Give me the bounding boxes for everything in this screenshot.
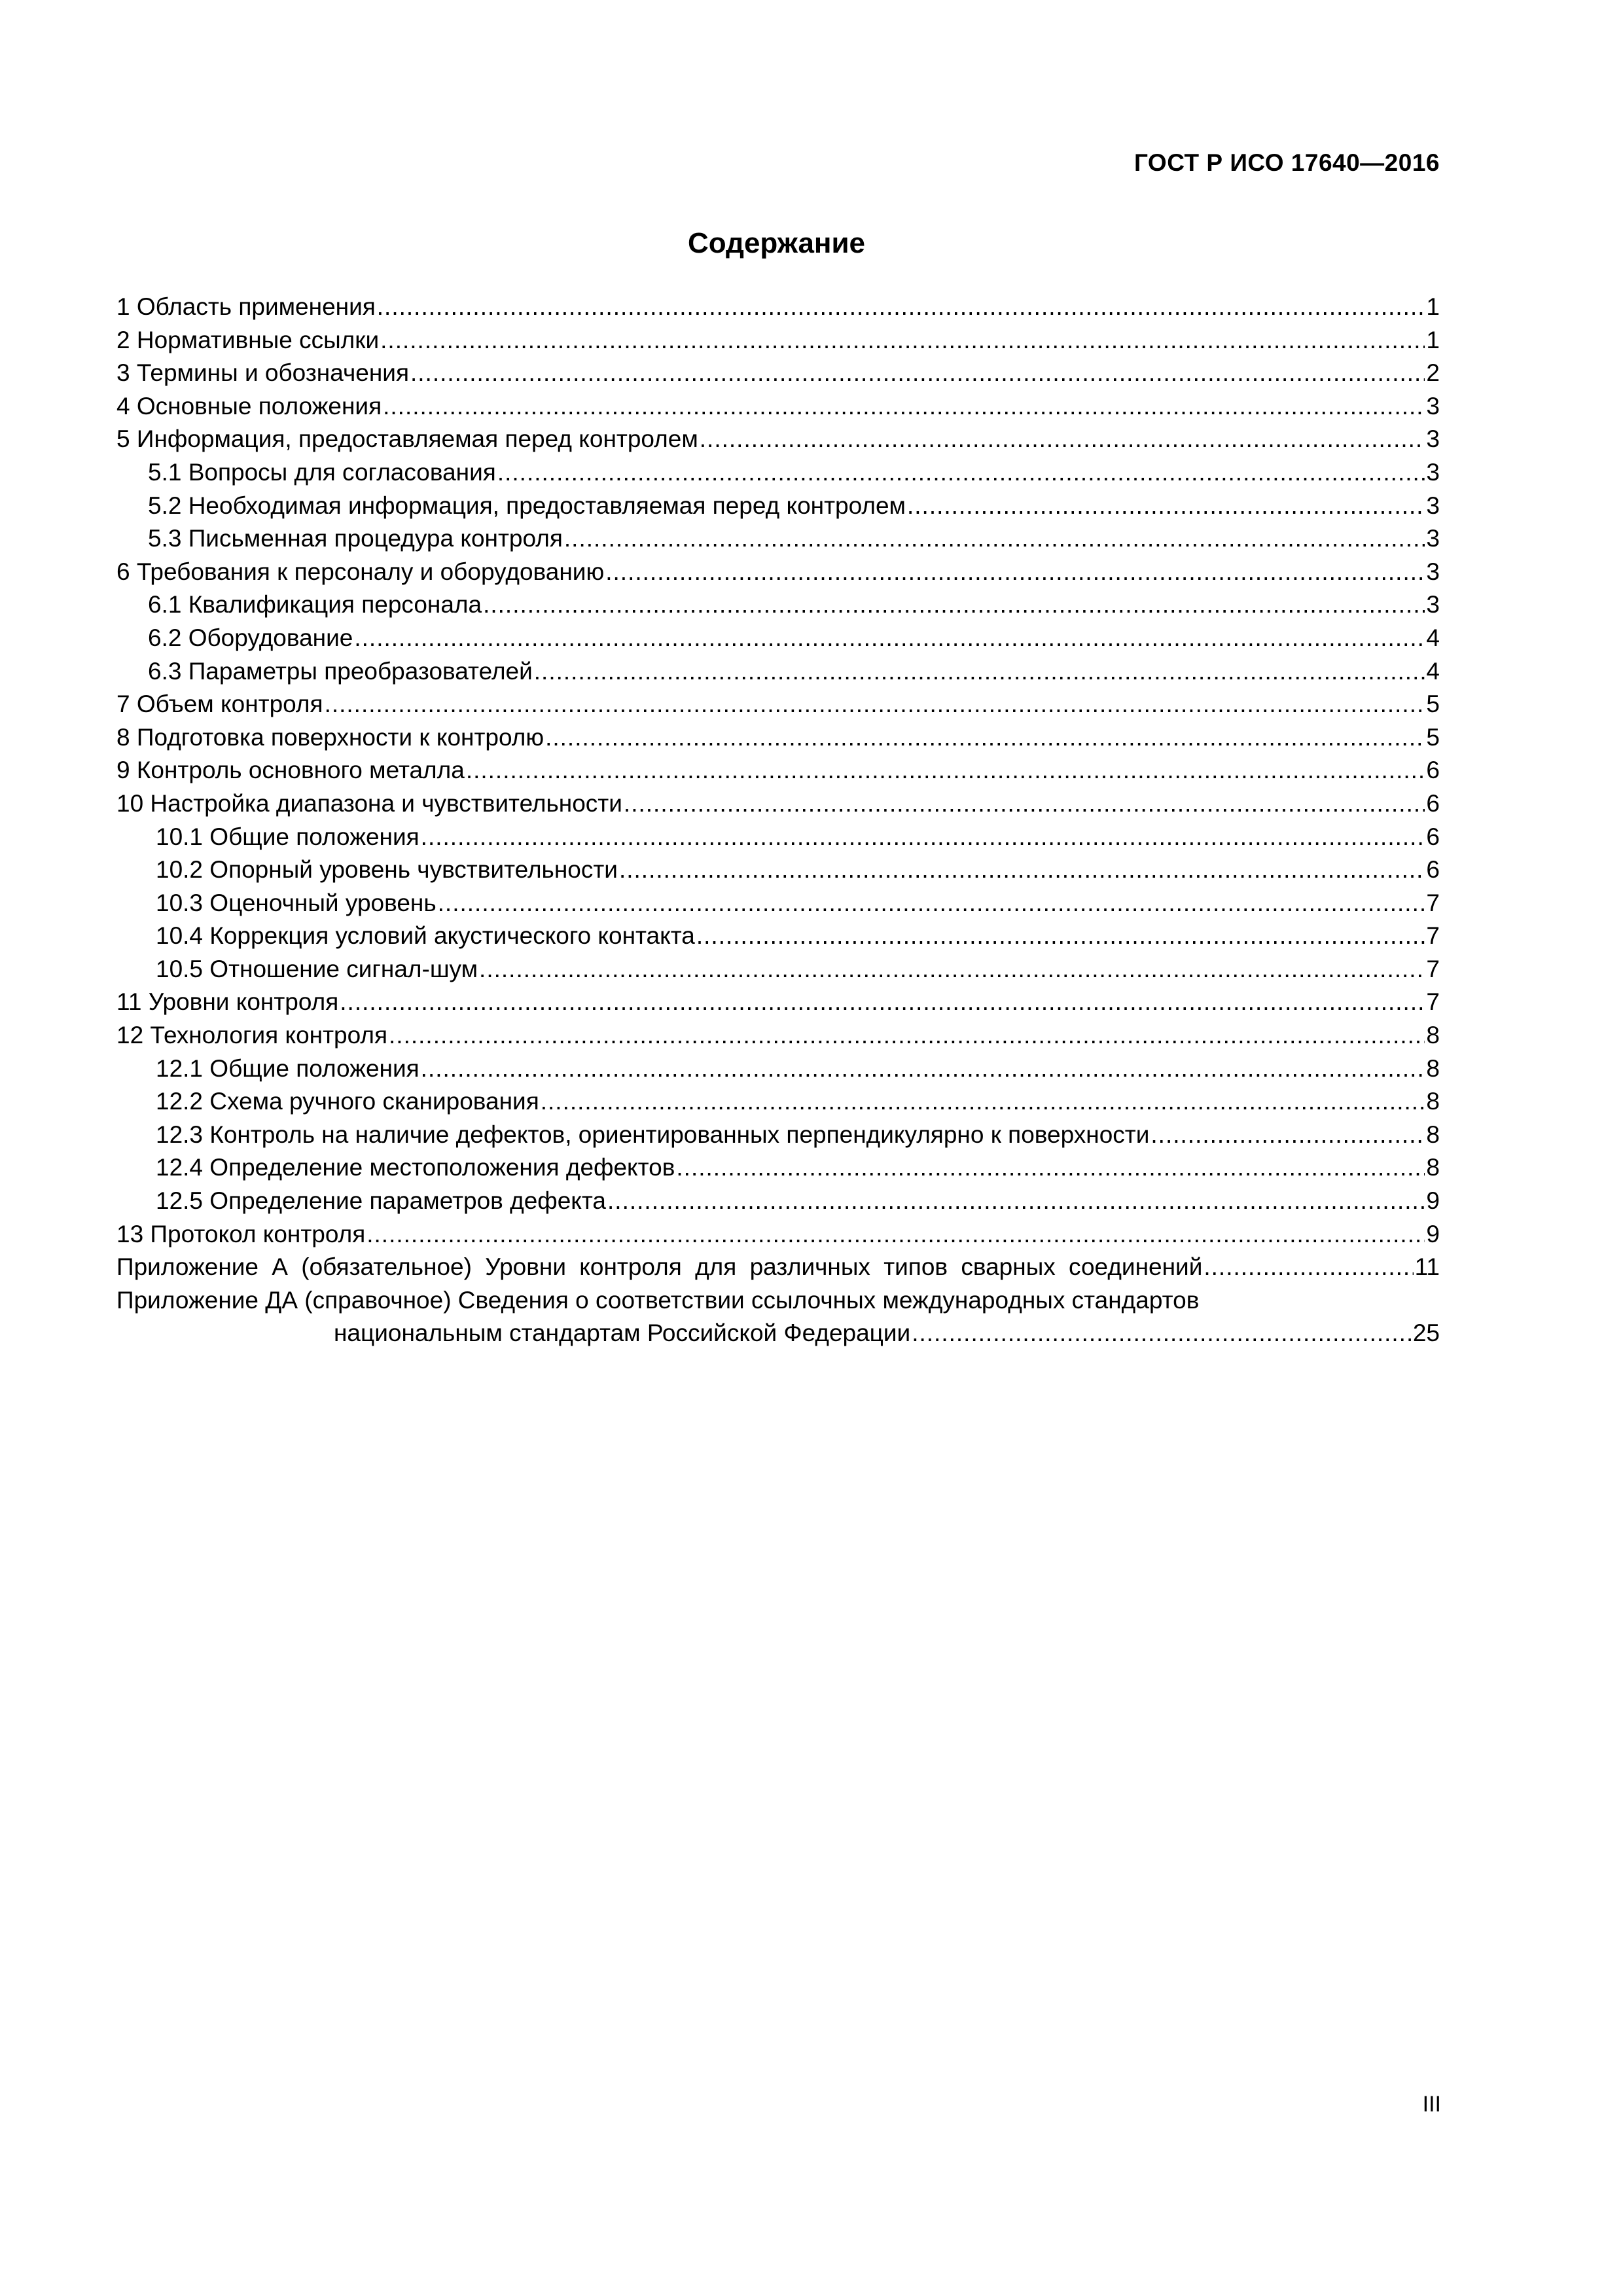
toc-subentry[interactable] xyxy=(116,922,1440,956)
toc-entry-page: 3 xyxy=(1426,525,1440,552)
toc-entry[interactable] xyxy=(116,1221,1440,1254)
toc-entry-label: 5.1 Вопросы для согласования xyxy=(148,458,496,486)
toc-entry-label: 10.1 Общие положения xyxy=(156,823,419,850)
toc-leader-dots xyxy=(545,724,1425,751)
toc-entry-page: 9 xyxy=(1426,1187,1440,1215)
toc-leader-dots xyxy=(421,823,1425,851)
toc-leader-dots xyxy=(497,459,1425,486)
toc-entry-page: 7 xyxy=(1426,922,1440,950)
toc-leader-dots xyxy=(1150,1121,1425,1149)
toc-entry-page: 2 xyxy=(1426,359,1440,387)
toc-entry-page: 3 xyxy=(1426,392,1440,420)
toc-entry-page: 4 xyxy=(1426,624,1440,651)
toc-entry-page: 6 xyxy=(1426,823,1440,850)
toc-entry-label: 10.5 Отношение сигнал-шум xyxy=(156,955,478,982)
toc-appendix-da-continuation[interactable] xyxy=(116,1319,1440,1353)
toc-entry-label: 7 Объем контроля xyxy=(116,691,323,718)
toc-leader-dots xyxy=(907,492,1425,520)
toc-leader-dots xyxy=(912,1319,1412,1347)
toc-entry-label: 12.2 Схема ручного сканирования xyxy=(156,1088,539,1115)
toc-appendix-a[interactable] xyxy=(116,1253,1440,1287)
toc-entry-label: 4 Основные положения xyxy=(116,392,382,420)
toc-leader-dots xyxy=(389,1022,1425,1049)
toc-entry-label: 10.2 Опорный уровень чувствительности xyxy=(156,856,618,884)
document-code: ГОСТ Р ИСО 17640—2016 xyxy=(1133,149,1440,176)
toc-entry-label: 5.2 Необходимая информация, предоставляемая перед контролем xyxy=(148,492,906,519)
toc-subentry[interactable] xyxy=(116,889,1440,923)
toc-leader-dots xyxy=(483,591,1425,619)
toc-title: Содержание xyxy=(687,227,866,259)
toc-leader-dots xyxy=(383,393,1425,420)
toc-entry-label: 10.3 Оценочный уровень xyxy=(156,889,437,916)
toc-entry-label: 5 Информация, предоставляемая перед контролем xyxy=(116,425,698,453)
toc-entry-page: 1 xyxy=(1426,326,1440,353)
toc-leader-dots xyxy=(676,1154,1425,1181)
toc-subentry[interactable] xyxy=(116,492,1440,526)
toc-entry-page: 8 xyxy=(1426,1121,1440,1148)
toc-entry[interactable] xyxy=(116,293,1440,327)
toc-subentry[interactable] xyxy=(116,658,1440,691)
toc-entry-label: 8 Подготовка поверхности к контролю xyxy=(116,723,544,751)
toc-leader-dots xyxy=(377,293,1425,321)
toc-entry[interactable] xyxy=(116,1022,1440,1055)
toc-subentry[interactable] xyxy=(116,1121,1440,1155)
toc-entry-page: 3 xyxy=(1426,492,1440,519)
toc-leader-dots xyxy=(380,327,1425,354)
toc-subentry[interactable] xyxy=(116,591,1440,624)
toc-entry-page: 1 xyxy=(1426,293,1440,320)
toc-subentry[interactable] xyxy=(116,856,1440,889)
toc-leader-dots xyxy=(421,1055,1425,1083)
toc-entry-page: 7 xyxy=(1426,955,1440,982)
toc-entry-page: 6 xyxy=(1426,789,1440,817)
toc-entry-label: 9 Контроль основного металла xyxy=(116,757,465,784)
toc-subentry[interactable] xyxy=(116,956,1440,989)
toc-entry-page: 5 xyxy=(1426,691,1440,718)
toc-entry-label: 5.3 Письменная процедура контроля xyxy=(148,525,563,552)
toc-entry-page: 6 xyxy=(1426,856,1440,884)
toc-entry-label: 12.5 Определение параметров дефекта xyxy=(156,1187,607,1215)
toc-leader-dots xyxy=(607,1187,1425,1215)
toc-leader-dots xyxy=(534,658,1425,685)
toc-entry[interactable] xyxy=(116,757,1440,790)
toc-leader-dots xyxy=(466,757,1425,784)
table-of-contents xyxy=(116,293,1440,1353)
toc-subentry[interactable] xyxy=(116,1055,1440,1088)
toc-entry-label: Приложение А (обязательное) Уровни контроля для различных типов сварных соединений xyxy=(116,1253,1203,1281)
toc-entry-page: 5 xyxy=(1426,723,1440,751)
toc-subentry[interactable] xyxy=(116,1088,1440,1121)
toc-entry-page: 6 xyxy=(1426,757,1440,784)
toc-entry-label: 12.4 Определение местоположения дефектов xyxy=(156,1154,675,1181)
toc-entry-page: 9 xyxy=(1426,1220,1440,1247)
toc-leader-dots xyxy=(624,790,1425,817)
toc-entry-label: национальным стандартам Российской Федерации xyxy=(334,1319,911,1347)
toc-entry-page: 8 xyxy=(1426,1022,1440,1049)
toc-entry[interactable] xyxy=(116,558,1440,592)
toc-entry[interactable] xyxy=(116,359,1440,393)
toc-entry-label: 3 Термины и обозначения xyxy=(116,359,409,387)
toc-entry-page: 11 xyxy=(1414,1253,1440,1281)
toc-leader-dots xyxy=(325,691,1425,718)
toc-entry-label: 10.4 Коррекция условий акустического контакта xyxy=(156,922,695,950)
toc-entry[interactable] xyxy=(116,790,1440,823)
toc-leader-dots xyxy=(619,856,1425,884)
toc-leader-dots xyxy=(354,624,1425,652)
toc-entry-page: 4 xyxy=(1426,657,1440,685)
toc-leader-dots xyxy=(410,359,1425,387)
toc-entry-label: 2 Нормативные ссылки xyxy=(116,326,380,353)
toc-subentry[interactable] xyxy=(116,459,1440,492)
toc-leader-dots xyxy=(366,1221,1425,1248)
toc-leader-dots xyxy=(541,1088,1425,1115)
toc-entry-page: 7 xyxy=(1426,988,1440,1016)
toc-leader-dots xyxy=(1204,1253,1413,1281)
toc-entry[interactable] xyxy=(116,425,1440,459)
toc-leader-dots xyxy=(479,956,1425,983)
toc-entry[interactable] xyxy=(116,393,1440,426)
toc-entry-label: 12 Технология контроля xyxy=(116,1022,388,1049)
toc-entry[interactable] xyxy=(116,988,1440,1022)
toc-subentry[interactable] xyxy=(116,624,1440,658)
toc-entry[interactable] xyxy=(116,724,1440,757)
toc-entry-page: 3 xyxy=(1426,458,1440,486)
toc-entry-label: 11 Уровни контроля xyxy=(116,988,339,1016)
toc-entry-label: 6 Требования к персоналу и оборудованию xyxy=(116,558,605,585)
toc-appendix-da[interactable] xyxy=(116,1287,1440,1320)
toc-entry-label: 6.1 Квалификация персонала xyxy=(148,591,482,619)
toc-entry-label: 12.3 Контроль на наличие дефектов, ориентированных перпендикулярно к поверхности xyxy=(156,1121,1150,1148)
toc-subentry[interactable] xyxy=(116,823,1440,857)
toc-entry[interactable] xyxy=(116,327,1440,360)
toc-entry-label: 12.1 Общие положения xyxy=(156,1054,419,1082)
toc-entry-page: 8 xyxy=(1426,1054,1440,1082)
toc-entry-label: 6.3 Параметры преобразователей xyxy=(148,657,533,685)
toc-leader-dots xyxy=(564,525,1425,552)
toc-entry-page: 7 xyxy=(1426,889,1440,916)
toc-leader-dots xyxy=(605,558,1425,586)
toc-leader-dots xyxy=(340,988,1425,1016)
toc-subentry[interactable] xyxy=(116,525,1440,558)
toc-leader-dots xyxy=(438,889,1425,917)
toc-entry-page: 3 xyxy=(1426,425,1440,453)
toc-entry-label: 10 Настройка диапазона и чувствительности xyxy=(116,789,622,817)
toc-entry-page: 8 xyxy=(1426,1154,1440,1181)
toc-entry-label: 1 Область применения xyxy=(116,293,376,320)
toc-entry-page: 25 xyxy=(1412,1319,1440,1347)
toc-entry-label: Приложение ДА (справочное) Сведения о соответствии ссылочных международных стандартов xyxy=(116,1286,1200,1314)
toc-entry-page: 3 xyxy=(1426,558,1440,585)
toc-entry-page: 3 xyxy=(1426,591,1440,619)
toc-entry-page: 8 xyxy=(1426,1088,1440,1115)
toc-subentry[interactable] xyxy=(116,1154,1440,1187)
toc-entry-label: 6.2 Оборудование xyxy=(148,624,353,651)
toc-entry-label: 13 Протокол контроля xyxy=(116,1220,366,1247)
toc-leader-dots xyxy=(700,425,1425,453)
toc-entry[interactable] xyxy=(116,691,1440,724)
page-number: III xyxy=(1422,2092,1441,2117)
toc-leader-dots xyxy=(696,922,1425,950)
toc-subentry[interactable] xyxy=(116,1187,1440,1221)
